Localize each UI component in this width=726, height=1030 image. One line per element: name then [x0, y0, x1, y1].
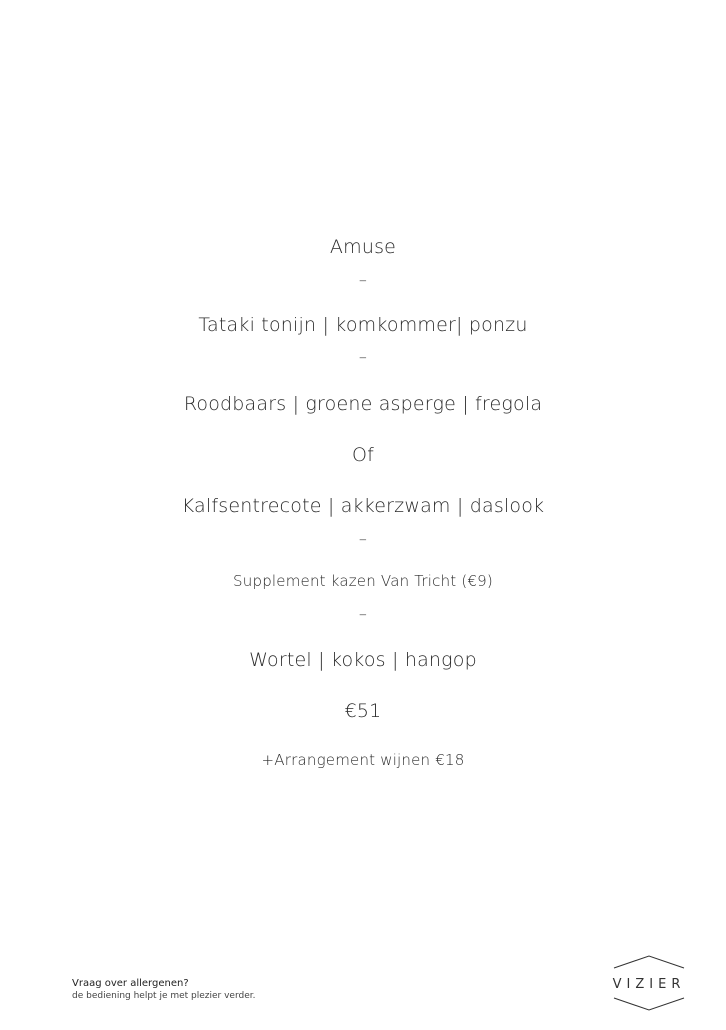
vizier-logo [604, 953, 694, 1013]
allergen-note [72, 977, 256, 1003]
separator-dash: – [358, 270, 368, 289]
amuse-label: Amuse [329, 236, 397, 258]
supplement-cheese: Supplement kazen Van Tricht (€9) [233, 572, 493, 590]
wine-arrangement: +Arrangement wijnen €18 [261, 751, 465, 769]
course-tataki: Tataki tonijn | komkommer| ponzu [198, 314, 528, 336]
menu-price: €51 [344, 700, 382, 722]
logo-text: VIZIER [612, 977, 686, 992]
separator-dash: – [358, 604, 368, 623]
allergen-help: de bediening helpt je met plezier verder. [72, 991, 256, 1001]
separator-dash: – [358, 347, 368, 366]
or-label: Of [351, 444, 375, 466]
allergen-question: Vraag over allergenen? [72, 978, 189, 989]
separator-dash: – [358, 529, 368, 548]
course-roodbaars: Roodbaars | groene asperge | fregola [183, 393, 543, 415]
course-dessert: Wortel | kokos | hangop [249, 649, 477, 671]
course-kalfsentrecote: Kalfsentrecote | akkerzwam | daslook [181, 495, 545, 517]
